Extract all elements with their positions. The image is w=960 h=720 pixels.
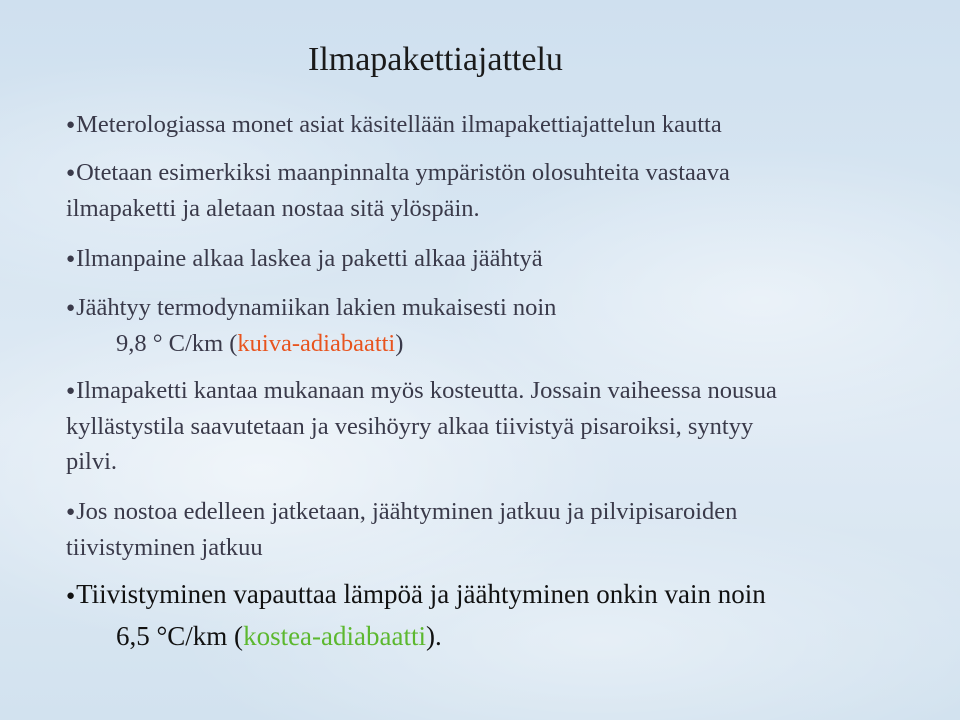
bullet-text-line-1: Tiivistyminen vapauttaa lämpöä ja jäähtyminen onkin vain noin <box>76 579 766 609</box>
closing-paren: ) <box>395 330 404 357</box>
bullet-text-line-1: Ilmapaketti kantaa mukanaan myös kosteutta. Jossain vaiheessa nousua <box>76 377 777 404</box>
bullet-dot-icon: ● <box>66 300 76 316</box>
dry-adiabat-term: kuiva-adiabaatti <box>237 330 396 357</box>
bullet-text: Ilmanpaine alkaa laskea ja paketti alkaa jäähtyä <box>76 245 543 272</box>
bullet-text-line-3: pilvi. <box>66 448 118 475</box>
moist-adiabat-term: kostea-adiabaatti <box>243 621 426 651</box>
bullet-dot-icon: ● <box>66 117 76 133</box>
bullet-4 <box>66 290 936 361</box>
bullet-dot-icon: ● <box>66 251 76 267</box>
bullet-1 <box>66 107 936 143</box>
lapse-rate-value: 6,5 °C/km ( <box>116 621 244 651</box>
bullet-2 <box>66 155 936 226</box>
slide-title: Ilmapakettiajattelu <box>308 41 563 78</box>
bullet-dot-icon: ● <box>66 504 76 520</box>
bullet-5 <box>66 373 936 479</box>
bullet-7 <box>66 574 936 656</box>
bullet-text: Meterologiassa monet asiat käsitellään ilmapakettiajattelun kautta <box>76 111 722 138</box>
closing-paren: ). <box>425 621 442 651</box>
bullet-dot-icon: ● <box>66 588 76 604</box>
bullet-text-line-1: Jäähtyy termodynamiikan lakien mukaisesti noin <box>76 294 557 321</box>
bullet-dot-icon: ● <box>66 383 76 399</box>
bullet-text-line-2: kyllästystila saavutetaan ja vesihöyry alkaa tiivistyä pisaroiksi, syntyy <box>66 413 754 440</box>
bullet-text-line-2 <box>66 326 936 361</box>
bullet-text-line-2: ilmapaketti ja aletaan nostaa sitä ylöspäin. <box>66 195 480 222</box>
bullet-3 <box>66 241 936 277</box>
bullet-text-line-1: Otetaan esimerkiksi maanpinnalta ympäristön olosuhteita vastaava <box>76 159 730 186</box>
bullet-text-line-2 <box>66 616 936 656</box>
bullet-dot-icon: ● <box>66 165 76 181</box>
bullet-6 <box>66 494 936 565</box>
bullet-text-line-1: Jos nostoa edelleen jatketaan, jäähtyminen jatkuu ja pilvipisaroiden <box>76 498 738 525</box>
lapse-rate-value: 9,8 ° C/km ( <box>116 330 238 357</box>
bullet-text-line-2: tiivistyminen jatkuu <box>66 534 263 561</box>
